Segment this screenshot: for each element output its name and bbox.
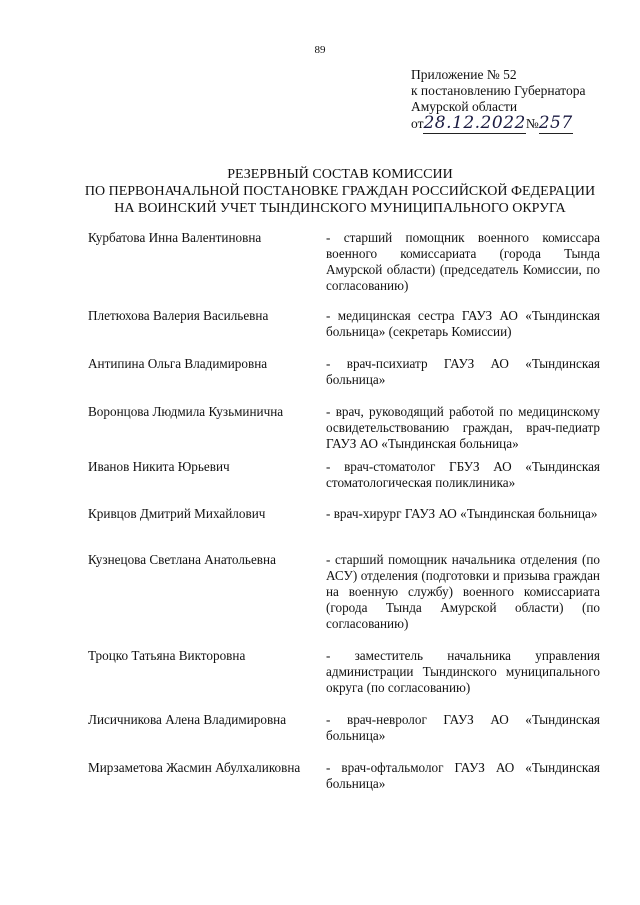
member-row: [88, 648, 603, 696]
member-name: Курбатова Инна Валентиновна: [88, 230, 262, 245]
member-name: Троцко Татьяна Викторовна: [88, 648, 246, 663]
member-name: Кузнецова Светлана Анатольевна: [88, 552, 276, 567]
appendix-line-3: Амурской области: [411, 99, 518, 114]
member-row: [88, 712, 603, 744]
title-line-1: РЕЗЕРВНЫЙ СОСТАВ КОМИССИИ: [227, 167, 453, 182]
appendix-date-line: [411, 115, 626, 132]
member-name: Лисичникова Алена Владимировна: [88, 712, 287, 727]
member-role: - врач-стоматолог ГБУЗ АО «Тындинская стоматологическая поликлиника»: [326, 459, 600, 490]
member-row: [88, 552, 603, 632]
member-row: [88, 760, 603, 792]
member-role: - врач-офтальмолог ГАУЗ АО «Тындинская больница»: [326, 760, 600, 791]
member-name: Кривцов Дмитрий Михайлович: [88, 506, 266, 521]
member-role: - врач, руководящий работой по медицинскому освидетельствованию граждан, врач-педиатр ГАУЗ АО «Тындинская больница»: [326, 404, 600, 451]
handwritten-number: 257: [538, 113, 573, 133]
member-row: [88, 459, 603, 491]
from-label: от: [411, 116, 424, 131]
member-role: - врач-хирург ГАУЗ АО «Тындинская больница»: [326, 506, 598, 521]
member-row: [88, 404, 603, 452]
page-number: 89: [314, 44, 326, 56]
member-role: - врач-психиатр ГАУЗ АО «Тындинская больница»: [326, 356, 600, 387]
document-title: [40, 166, 640, 217]
member-row: [88, 308, 603, 340]
member-role: - медицинская сестра ГАУЗ АО «Тындинская больница» (секретарь Комиссии): [326, 308, 600, 339]
appendix-line-1: Приложение № 52: [411, 67, 517, 82]
member-name: Мирзаметова Жасмин Абулхаликовна: [88, 760, 301, 775]
appendix-line-2: к постановлению Губернатора: [411, 83, 586, 98]
title-line-3: НА ВОИНСКИЙ УЧЕТ ТЫНДИНСКОГО МУНИЦИПАЛЬНОГО ОКРУГА: [114, 201, 566, 216]
member-role: - старший помощник начальника отделения (по АСУ) отделения (подготовки и призыва граждан на военную службу) военного комиссариата (города Тында Амурской области) (по согласованию): [326, 552, 600, 631]
member-row: [88, 230, 603, 294]
member-name: Антипина Ольга Владимировна: [88, 356, 268, 371]
member-name: Плетюхова Валерия Васильевна: [88, 308, 269, 323]
member-row: [88, 356, 603, 388]
appendix-header: [411, 67, 626, 132]
handwritten-date: 28.12.2022: [423, 113, 526, 133]
member-role: - заместитель начальника управления администрации Тындинского муниципального округа (по согласованию): [326, 648, 600, 695]
member-row: [88, 506, 603, 522]
title-line-2: ПО ПЕРВОНАЧАЛЬНОЙ ПОСТАНОВКЕ ГРАЖДАН РОССИЙСКОЙ ФЕДЕРАЦИИ: [84, 184, 596, 199]
member-role: - врач-невролог ГАУЗ АО «Тындинская больница»: [326, 712, 600, 743]
member-role: - старший помощник военного комиссара военного комиссариата (города Тында Амурской области) (председатель Комиссии, по согласованию): [326, 230, 600, 293]
member-name: Иванов Никита Юрьевич: [88, 459, 230, 474]
number-label: №: [525, 116, 539, 131]
member-name: Воронцова Людмила Кузьминична: [88, 404, 284, 419]
